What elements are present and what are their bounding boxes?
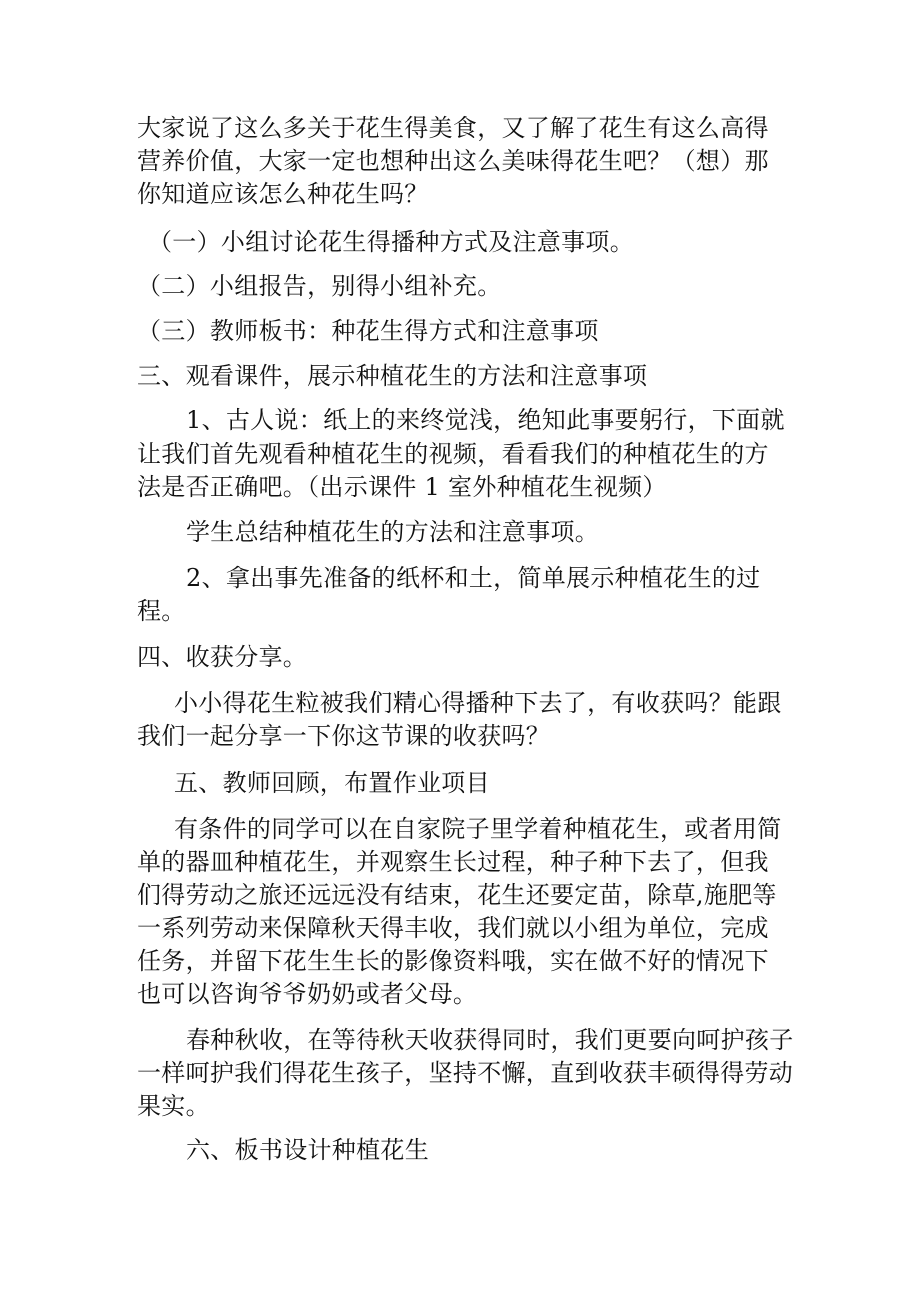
text-line: 果实。 — [137, 1092, 210, 1120]
text-line: 法是否正确吧。（出示课件 1 室外种植花生视频） — [137, 473, 667, 501]
text-line: 春种秋收，在等待秋天收获得同时，我们更要向呵护孩子 — [186, 1026, 794, 1054]
section-heading: 四、收获分享。 — [137, 643, 308, 671]
text-line: 程。 — [137, 597, 186, 625]
text-line: 你知道应该怎么种花生吗？ — [137, 180, 429, 208]
text-line: 2、拿出事先准备的纸杯和土，简单展示种植花生的过 — [186, 564, 761, 592]
text-line: 们得劳动之旅还远远没有结束，花生还要定苗，除草,施肥等 — [137, 881, 777, 909]
text-line: 学生总结种植花生的方法和注意事项。 — [186, 518, 600, 546]
text-line: （一）小组讨论花生得播种方式及注意事项。 — [148, 228, 634, 256]
text-line: 大家说了这么多关于花生得美食，又了解了花生有这么高得 — [137, 114, 769, 142]
text-line: （三）教师板书：种花生得方式和注意事项 — [137, 317, 599, 345]
section-heading: 六、板书设计种植花生 — [186, 1136, 429, 1164]
text-line: 我们一起分享一下你这节课的收获吗？ — [137, 722, 551, 750]
text-line: 1、古人说：纸上的来终觉浅，绝知此事要躬行，下面就 — [186, 406, 785, 434]
section-heading: 五、教师回顾，布置作业项目 — [174, 769, 490, 797]
text-line: 也可以咨询爷爷奶奶或者父母。 — [137, 980, 478, 1008]
text-line: 有条件的同学可以在自家院子里学着种植花生，或者用简 — [174, 815, 782, 843]
text-line: （二）小组报告，别得小组补充。 — [137, 272, 502, 300]
text-line: 小小得花生粒被我们精心得播种下去了，有收获吗？能跟 — [174, 689, 782, 717]
text-line: 一系列劳动来保障秋天得丰收，我们就以小组为单位，完成 — [137, 914, 769, 942]
text-line: 让我们首先观看种植花生的视频，看看我们的种植花生的方 — [137, 440, 769, 468]
section-heading: 三、观看课件，展示种植花生的方法和注意事项 — [137, 362, 648, 390]
text-line: 营养价值，大家一定也想种出这么美味得花生吧？（想）那 — [137, 147, 769, 175]
text-line: 一样呵护我们得花生孩子，坚持不懈，直到收获丰硕得得劳动 — [137, 1059, 794, 1087]
text-line: 任务，并留下花生生长的影像资料哦，实在做不好的情况下 — [137, 947, 769, 975]
text-line: 单的器皿种植花生，并观察生长过程，种子种下去了，但我 — [137, 848, 769, 876]
